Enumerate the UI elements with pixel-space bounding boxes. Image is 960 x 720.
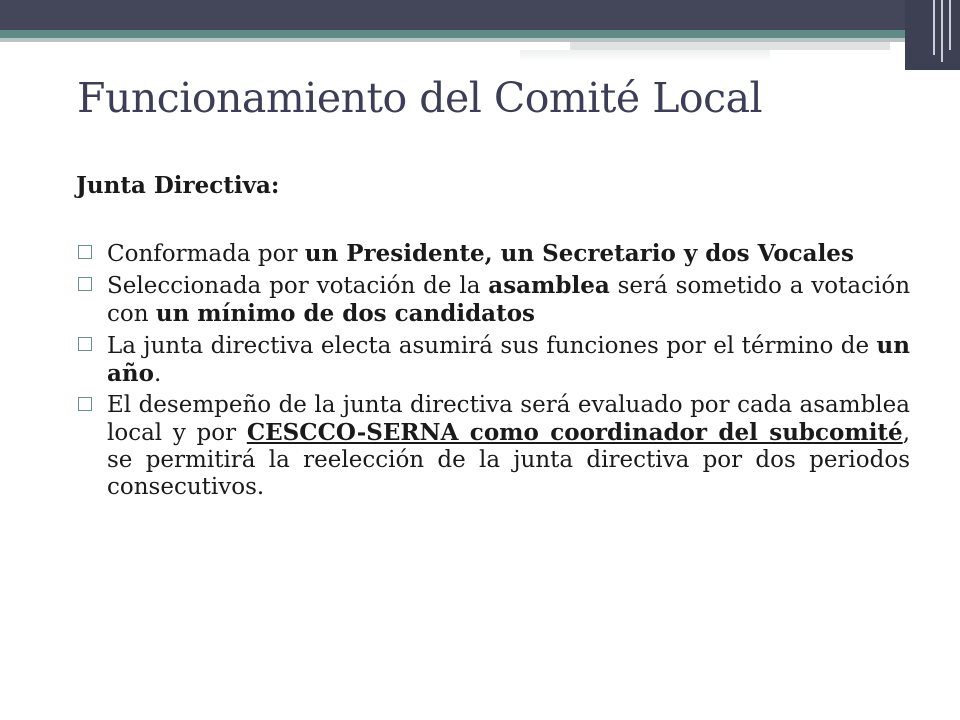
top-decorative-bar [0, 0, 960, 30]
hollow-square-icon [78, 277, 92, 291]
bullet-text-segment: será sometido a votación con [107, 273, 911, 327]
bullet-text-segment: un Presidente, un Secretario y dos Vocales [304, 240, 854, 267]
bullet-item [76, 240, 910, 268]
bullet-item [76, 332, 910, 388]
bullet-text-segment: , se permitirá la reelección de la junta directiva por dos periodos consecutivos. [107, 420, 910, 500]
bullet-text-segment: Seleccionada por votación de la [107, 273, 489, 299]
corner-decoration [905, 0, 960, 70]
corner-stripe [933, 0, 935, 55]
top-step-fade [520, 50, 770, 62]
bullet-text-segment: . [153, 361, 162, 387]
bullet-item [76, 272, 910, 328]
bullet-text-segment: un mínimo de dos candidatos [155, 300, 535, 327]
corner-stripe [949, 0, 951, 50]
bullet-text-segment: CESCCO-SERNA como coordinador del subcomité [246, 419, 903, 446]
bullet-text-segment: El desempeño de la junta directiva será evaluado por cada asamblea local y por [107, 392, 910, 446]
bullet-list [76, 240, 910, 505]
slide-title: Funcionamiento del Comité Local [77, 74, 763, 122]
section-heading: Junta Directiva: [76, 172, 280, 199]
top-accent-stripe [0, 30, 960, 38]
bullet-text-segment: un año [107, 332, 910, 387]
bullet-text-segment: asamblea [488, 272, 610, 299]
top-step-shade [570, 42, 890, 50]
hollow-square-icon [78, 397, 92, 411]
bullet-text-segment: La junta directiva electa asumirá sus funciones por el término de [107, 333, 877, 359]
bullet-text-segment: Conformada por [107, 241, 305, 267]
hollow-square-icon [78, 337, 92, 351]
hollow-square-icon [78, 245, 92, 259]
corner-stripe [941, 0, 943, 62]
bullet-item [76, 392, 910, 501]
